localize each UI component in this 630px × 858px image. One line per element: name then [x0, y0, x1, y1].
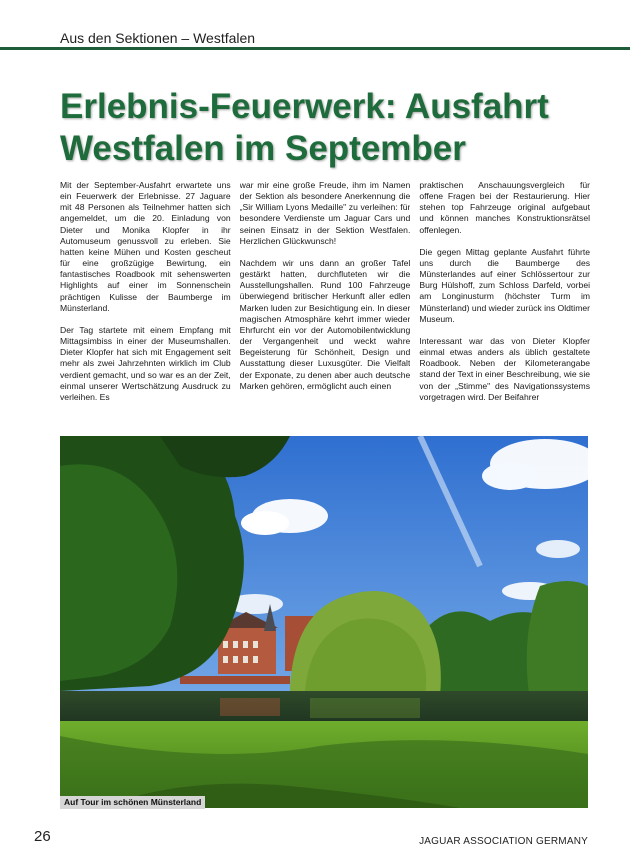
header-rule: [0, 47, 630, 50]
page-number: 26: [34, 828, 51, 845]
photo-caption: Auf Tour im schönen Münsterland: [60, 796, 205, 809]
section-heading: Aus den Sektionen – Westfalen: [60, 30, 256, 46]
text-column-2: [240, 180, 411, 430]
article-body: [60, 180, 590, 430]
castle-photo: [60, 436, 588, 808]
article-title: Erlebnis-Feuerwerk: Ausfahrt Westfalen im September: [60, 87, 549, 168]
paragraph: war mir eine große Freude, ihm im Namen der Sektion als besondere Anerkennung die „Sir William Lyons Medaille" zu verleihen: für besondere Verdienste um Jaguar Cars und seinen Einsatz in der Sektion Westfalen. Herzlichen Glückwunsch!: [239, 180, 411, 246]
paragraph: Der Tag startete mit einem Empfang mit Mittagsimbiss in einer der Museumshallen. Dieter Klopfer hat sich mit Engagement seit mehr als zwei Jahrzehnten wirklich im Club verdient gemacht, und so war es an der Zeit, einmal unserer Wertschätzung Ausdruck zu verleihen. Es: [60, 324, 231, 402]
paragraph: Die gegen Mittag geplante Ausfahrt führte uns durch die Baumberge des Münsterlandes auf einer Schlössertour zur Burg Hülshoff, zum Schloss Darfeld, vorbei am Longinusturm (höchster Turm im Münsterland) und wieder zurück ins Oldtimer Museum.: [419, 246, 591, 324]
publication-brand: JAGUAR ASSOCIATION GERMANY: [419, 836, 588, 847]
paragraph: praktischen Anschauungsvergleich für offene Fragen bei der Restaurierung. Hier stehen top Fahrzeuge original aufgebaut und können manches Konstruktionsrätsel offenlegen.: [419, 180, 591, 235]
text-column-1: [60, 180, 231, 430]
text-column-3: [419, 180, 590, 430]
paragraph: Mit der September-Ausfahrt erwartete uns ein Feuerwerk der Erlebnisse. 27 Jaguare mit 48 Personen als Teilnehmer hatten sich angemeldet, um die 20. Einladung von Dieter und Monika Klopfer in ihr Automuseum genussvoll zu erleben. Sie hatten keine Mühen und Kosten gescheut für eine großzügige Bewirtung, ein fantastisches Roadbook mit sehenswerten Highlights auf einer im Sonnenschein prächtigen Kulisse der Baumberge im Münsterland.: [60, 180, 231, 313]
paragraph: Interessant war das von Dieter Klopfer einmal etwas anders als üblich gestaltete Roadbook. Neben der Kilometerangabe stand der Text in einer Beschreibung, wie sie von der „Stimme" des Navigationssystems vorgetragen wird. Der Beifahrer: [419, 335, 591, 402]
paragraph: Nachdem wir uns dann an großer Tafel gestärkt hatten, durchfluteten wir die Ausstellungshallen. Rund 100 Fahrzeuge überwiegend britischer Herkunft aller edlen Marken luden zur Besichtigung ein. In dieser magischen Atmosphäre kehrt immer wieder Ehrfurcht ein vor der Automobilentwicklung der Vergangenheit und weckt wahre Begeisterung für Schönheit, Design und Ausstattung dieser Luxusgüter. Die Vielfalt der Exponate, zu denen aber auch deutsche Marken gehören, ermöglicht auch einen: [239, 257, 411, 391]
